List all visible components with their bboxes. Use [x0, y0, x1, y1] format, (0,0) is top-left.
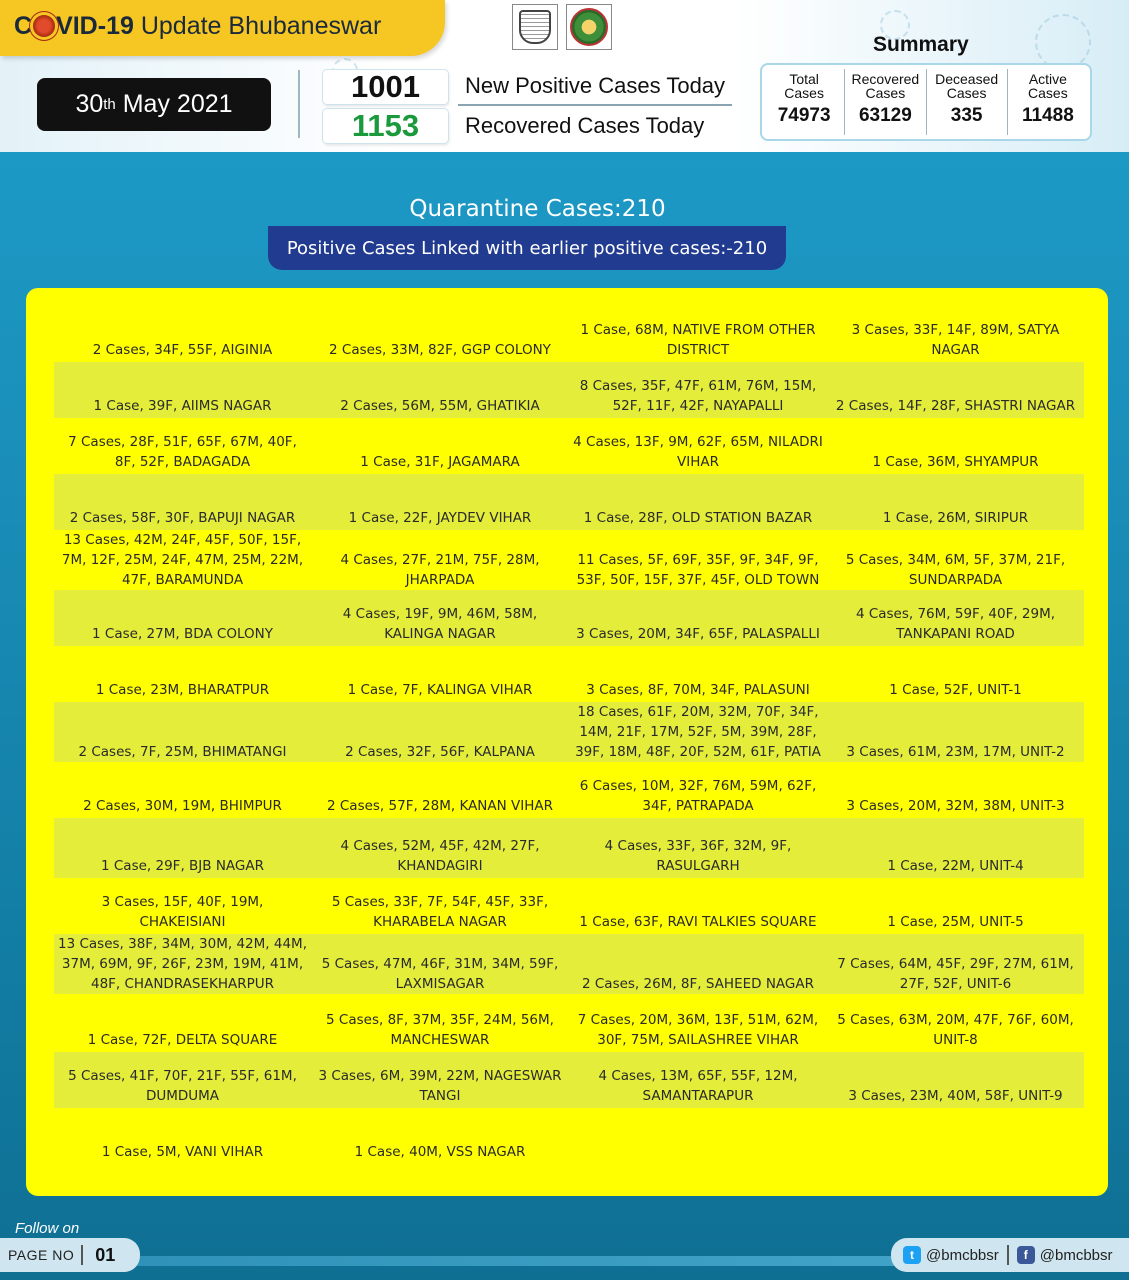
case-cell: 1 Case, 25M, UNIT-5: [887, 914, 1024, 930]
case-cell: 1 Case, 22F, JAYDEV VIHAR: [348, 510, 532, 526]
summary-active: [1008, 69, 1088, 135]
case-cell: 1 Case, 40M, VSS NAGAR: [354, 1144, 526, 1160]
table-row: [54, 306, 1084, 362]
case-cell: 13 Cases, 38F, 34M, 30M, 42M, 44M, 37M, 69M, 9F, 26F, 23M, 19M, 41M, 48F, CHANDRASEKHARPUR: [58, 936, 307, 992]
case-cell: 11 Cases, 5F, 69F, 35F, 9F, 34F, 9F, 53F, 50F, 15F, 37F, 45F, OLD TOWN: [576, 552, 820, 588]
case-cell: 2 Cases, 14F, 28F, SHASTRI NAGAR: [835, 398, 1076, 414]
table-row: [54, 878, 1084, 934]
case-cell: 4 Cases, 13F, 9M, 62F, 65M, NILADRI VIHAR: [573, 434, 823, 470]
date-day: 30: [75, 90, 104, 118]
table-row: [54, 1108, 1084, 1164]
table-row: [54, 762, 1084, 818]
case-cell: 4 Cases, 27F, 21M, 75F, 28M, JHARPADA: [340, 552, 540, 588]
case-cell: 5 Cases, 47M, 46F, 31M, 34M, 59F, LAXMISAGAR: [321, 956, 559, 992]
summary-deceased: [927, 69, 1008, 135]
twitter-icon[interactable]: t: [903, 1246, 921, 1264]
cases-table: [54, 306, 1084, 1164]
odisha-emblem-logo: [512, 4, 558, 50]
page-title: [14, 12, 381, 41]
case-cell: 3 Cases, 20M, 32M, 38M, UNIT-3: [846, 798, 1065, 814]
linked-cases-banner: Positive Cases Linked with earlier positive cases:-210: [268, 226, 786, 270]
case-cell: 2 Cases, 56M, 55M, GHATIKIA: [340, 398, 540, 414]
table-row: [54, 646, 1084, 702]
summary-label: Deceased Cases: [935, 71, 999, 101]
case-cell: [827, 1108, 1084, 1164]
date-rest: May 2021: [122, 90, 233, 118]
page-label: PAGE NO: [8, 1247, 75, 1263]
case-cell: 2 Cases, 30M, 19M, BHIMPUR: [83, 798, 282, 814]
divider: [1007, 1245, 1009, 1265]
emblem-icon: [519, 10, 551, 44]
case-cell: 5 Cases, 34M, 6M, 5F, 37M, 21F, SUNDARPADA: [845, 552, 1066, 588]
case-cell: 7 Cases, 20M, 36M, 13F, 51M, 62M, 30F, 75M, SAILASHREE VIHAR: [577, 1012, 819, 1048]
case-cell: 8 Cases, 35F, 47F, 61M, 76M, 15M, 52F, 11F, 42F, NAYAPALLI: [579, 378, 817, 414]
case-cell: 1 Case, 52F, UNIT-1: [889, 682, 1022, 698]
table-row: [54, 590, 1084, 646]
case-cell: 2 Cases, 58F, 30F, BAPUJI NAGAR: [69, 510, 296, 526]
case-cell: 1 Case, 68M, NATIVE FROM OTHER DISTRICT: [580, 322, 816, 358]
bmc-logo: [566, 4, 612, 50]
case-cell: 4 Cases, 13M, 65F, 55F, 12M, SAMANTARAPUR: [598, 1068, 798, 1104]
social-handles: [891, 1238, 1129, 1272]
summary-value: 335: [950, 105, 983, 126]
table-row: [54, 1052, 1084, 1108]
case-cell: 2 Cases, 57F, 28M, KANAN VIHAR: [326, 798, 554, 814]
case-cell: 1 Case, 23M, BHARATPUR: [95, 682, 270, 698]
case-cell: 1 Case, 26M, SIRIPUR: [882, 510, 1029, 526]
case-cell: 1 Case, 22M, UNIT-4: [887, 858, 1024, 874]
divider: [81, 1245, 83, 1265]
case-cell: 3 Cases, 8F, 70M, 34F, PALASUNI: [586, 682, 810, 698]
case-cell: 3 Cases, 6M, 39M, 22M, NAGESWAR TANGI: [318, 1068, 562, 1104]
summary-recovered: [845, 69, 926, 135]
date-badge: [37, 78, 271, 131]
summary-label: Recovered Cases: [851, 71, 920, 101]
recovered-label: Recovered Cases Today: [465, 113, 705, 138]
table-row: [54, 934, 1084, 994]
twitter-handle[interactable]: @bmcbbsr: [926, 1246, 999, 1264]
case-cell: 5 Cases, 41F, 70F, 21F, 55F, 61M, DUMDUMA: [68, 1068, 297, 1104]
facebook-icon[interactable]: f: [1017, 1246, 1035, 1264]
case-cell: 3 Cases, 20M, 34F, 65F, PALASPALLI: [576, 626, 820, 642]
case-cell: 2 Cases, 26M, 8F, SAHEED NAGAR: [581, 976, 814, 992]
case-cell: 1 Case, 39F, AIIMS NAGAR: [93, 398, 272, 414]
date-suffix: th: [103, 96, 116, 113]
case-cell: 1 Case, 7F, KALINGA VIHAR: [347, 682, 533, 698]
case-cell: 1 Case, 72F, DELTA SQUARE: [87, 1032, 278, 1048]
table-row: [54, 702, 1084, 762]
title-rest: Update Bhubaneswar: [140, 12, 382, 40]
summary-total: [764, 69, 845, 135]
title-banner: [0, 0, 445, 56]
case-cell: 2 Cases, 34F, 55F, AIGINIA: [92, 342, 273, 358]
case-cell: [569, 1108, 827, 1164]
case-cell: 5 Cases, 33F, 7F, 54F, 45F, 33F, KHARABELA NAGAR: [331, 894, 549, 930]
case-cell: 4 Cases, 52M, 45F, 42M, 27F, KHANDAGIRI: [340, 838, 540, 874]
table-row: [54, 418, 1084, 474]
title-prefix: C: [14, 12, 33, 40]
table-row: [54, 362, 1084, 418]
case-cell: 3 Cases, 33F, 14F, 89M, SATYA NAGAR: [851, 322, 1060, 358]
virus-icon: [33, 15, 55, 37]
case-cell: 1 Case, 27M, BDA COLONY: [92, 626, 273, 642]
page-number-tab: [0, 1238, 140, 1272]
facebook-handle[interactable]: @bmcbbsr: [1039, 1246, 1113, 1264]
case-cell: 3 Cases, 23M, 40M, 58F, UNIT-9: [848, 1088, 1063, 1104]
case-cell: 1 Case, 5M, VANI VIHAR: [101, 1144, 264, 1160]
recovered-count: 1153: [323, 109, 448, 143]
bmc-seal-icon: [570, 8, 608, 46]
case-cell: 4 Cases, 19F, 9M, 46M, 58M, KALINGA NAGAR: [342, 606, 538, 642]
case-cell: 4 Cases, 76M, 59F, 40F, 29M, TANKAPANI ROAD: [855, 606, 1056, 642]
title-suffix: VID-19: [56, 12, 134, 40]
table-row: [54, 530, 1084, 590]
case-cell: 4 Cases, 33F, 36F, 32M, 9F, RASULGARH: [604, 838, 792, 874]
virus-decoration-icon: [1035, 14, 1091, 70]
quarantine-title: Quarantine Cases:210: [409, 196, 666, 222]
new-positive-count: 1001: [323, 70, 448, 104]
case-cell: 3 Cases, 61M, 23M, 17M, UNIT-2: [846, 744, 1065, 760]
summary-value: 74973: [777, 105, 831, 126]
case-cell: 2 Cases, 33M, 82F, GGP COLONY: [329, 342, 551, 358]
case-cell: 2 Cases, 7F, 25M, BHIMATANGI: [78, 744, 287, 760]
divider: [458, 104, 732, 106]
case-cell: 7 Cases, 28F, 51F, 65F, 67M, 40F, 8F, 52F, BADAGADA: [68, 434, 297, 470]
case-cell: 6 Cases, 10M, 32F, 76M, 59M, 62F, 34F, PATRAPADA: [579, 778, 817, 814]
follow-label: Follow on: [15, 1220, 80, 1237]
case-cell: 5 Cases, 8F, 37M, 35F, 24M, 56M, MANCHESWAR: [326, 1012, 554, 1048]
summary-value: 11488: [1021, 105, 1074, 126]
divider: [298, 70, 300, 138]
case-cell: 2 Cases, 32F, 56F, KALPANA: [345, 744, 535, 760]
case-cell: 1 Case, 63F, RAVI TALKIES SQUARE: [579, 914, 817, 930]
summary-label: Active Cases: [1028, 71, 1068, 101]
table-row: [54, 994, 1084, 1052]
header: [0, 0, 1129, 152]
case-cell: 5 Cases, 63M, 20M, 47F, 76F, 60M, UNIT-8: [837, 1012, 1074, 1048]
table-row: [54, 818, 1084, 878]
summary-value: 63129: [858, 105, 912, 126]
case-cell: 1 Case, 28F, OLD STATION BAZAR: [583, 510, 813, 526]
case-cell: 1 Case, 29F, BJB NAGAR: [101, 858, 264, 874]
table-row: [54, 474, 1084, 530]
case-cell: 1 Case, 36M, SHYAMPUR: [872, 454, 1039, 470]
case-cell: 7 Cases, 64M, 45F, 29F, 27M, 61M, 27F, 52F, UNIT-6: [837, 956, 1074, 992]
summary-panel: [760, 63, 1092, 141]
summary-label: Total Cases: [784, 71, 824, 101]
case-cell: 13 Cases, 42M, 24F, 45F, 50F, 15F, 7M, 12F, 25M, 24F, 47M, 25M, 22M, 47F, BARAMUNDA: [61, 532, 304, 588]
page-number: 01: [95, 1244, 116, 1265]
new-positive-label: New Positive Cases Today: [465, 73, 726, 98]
summary-title: Summary: [873, 33, 969, 56]
case-cell: 3 Cases, 15F, 40F, 19M, CHAKEISIANI: [101, 894, 264, 930]
case-cell: 1 Case, 31F, JAGAMARA: [360, 454, 520, 470]
case-cell: 18 Cases, 61F, 20M, 32M, 70F, 34F, 14M, 21F, 17M, 52F, 5M, 39M, 28F, 39F, 18M, 48F, 20F, 52M, 61F, PATIA: [575, 704, 821, 760]
